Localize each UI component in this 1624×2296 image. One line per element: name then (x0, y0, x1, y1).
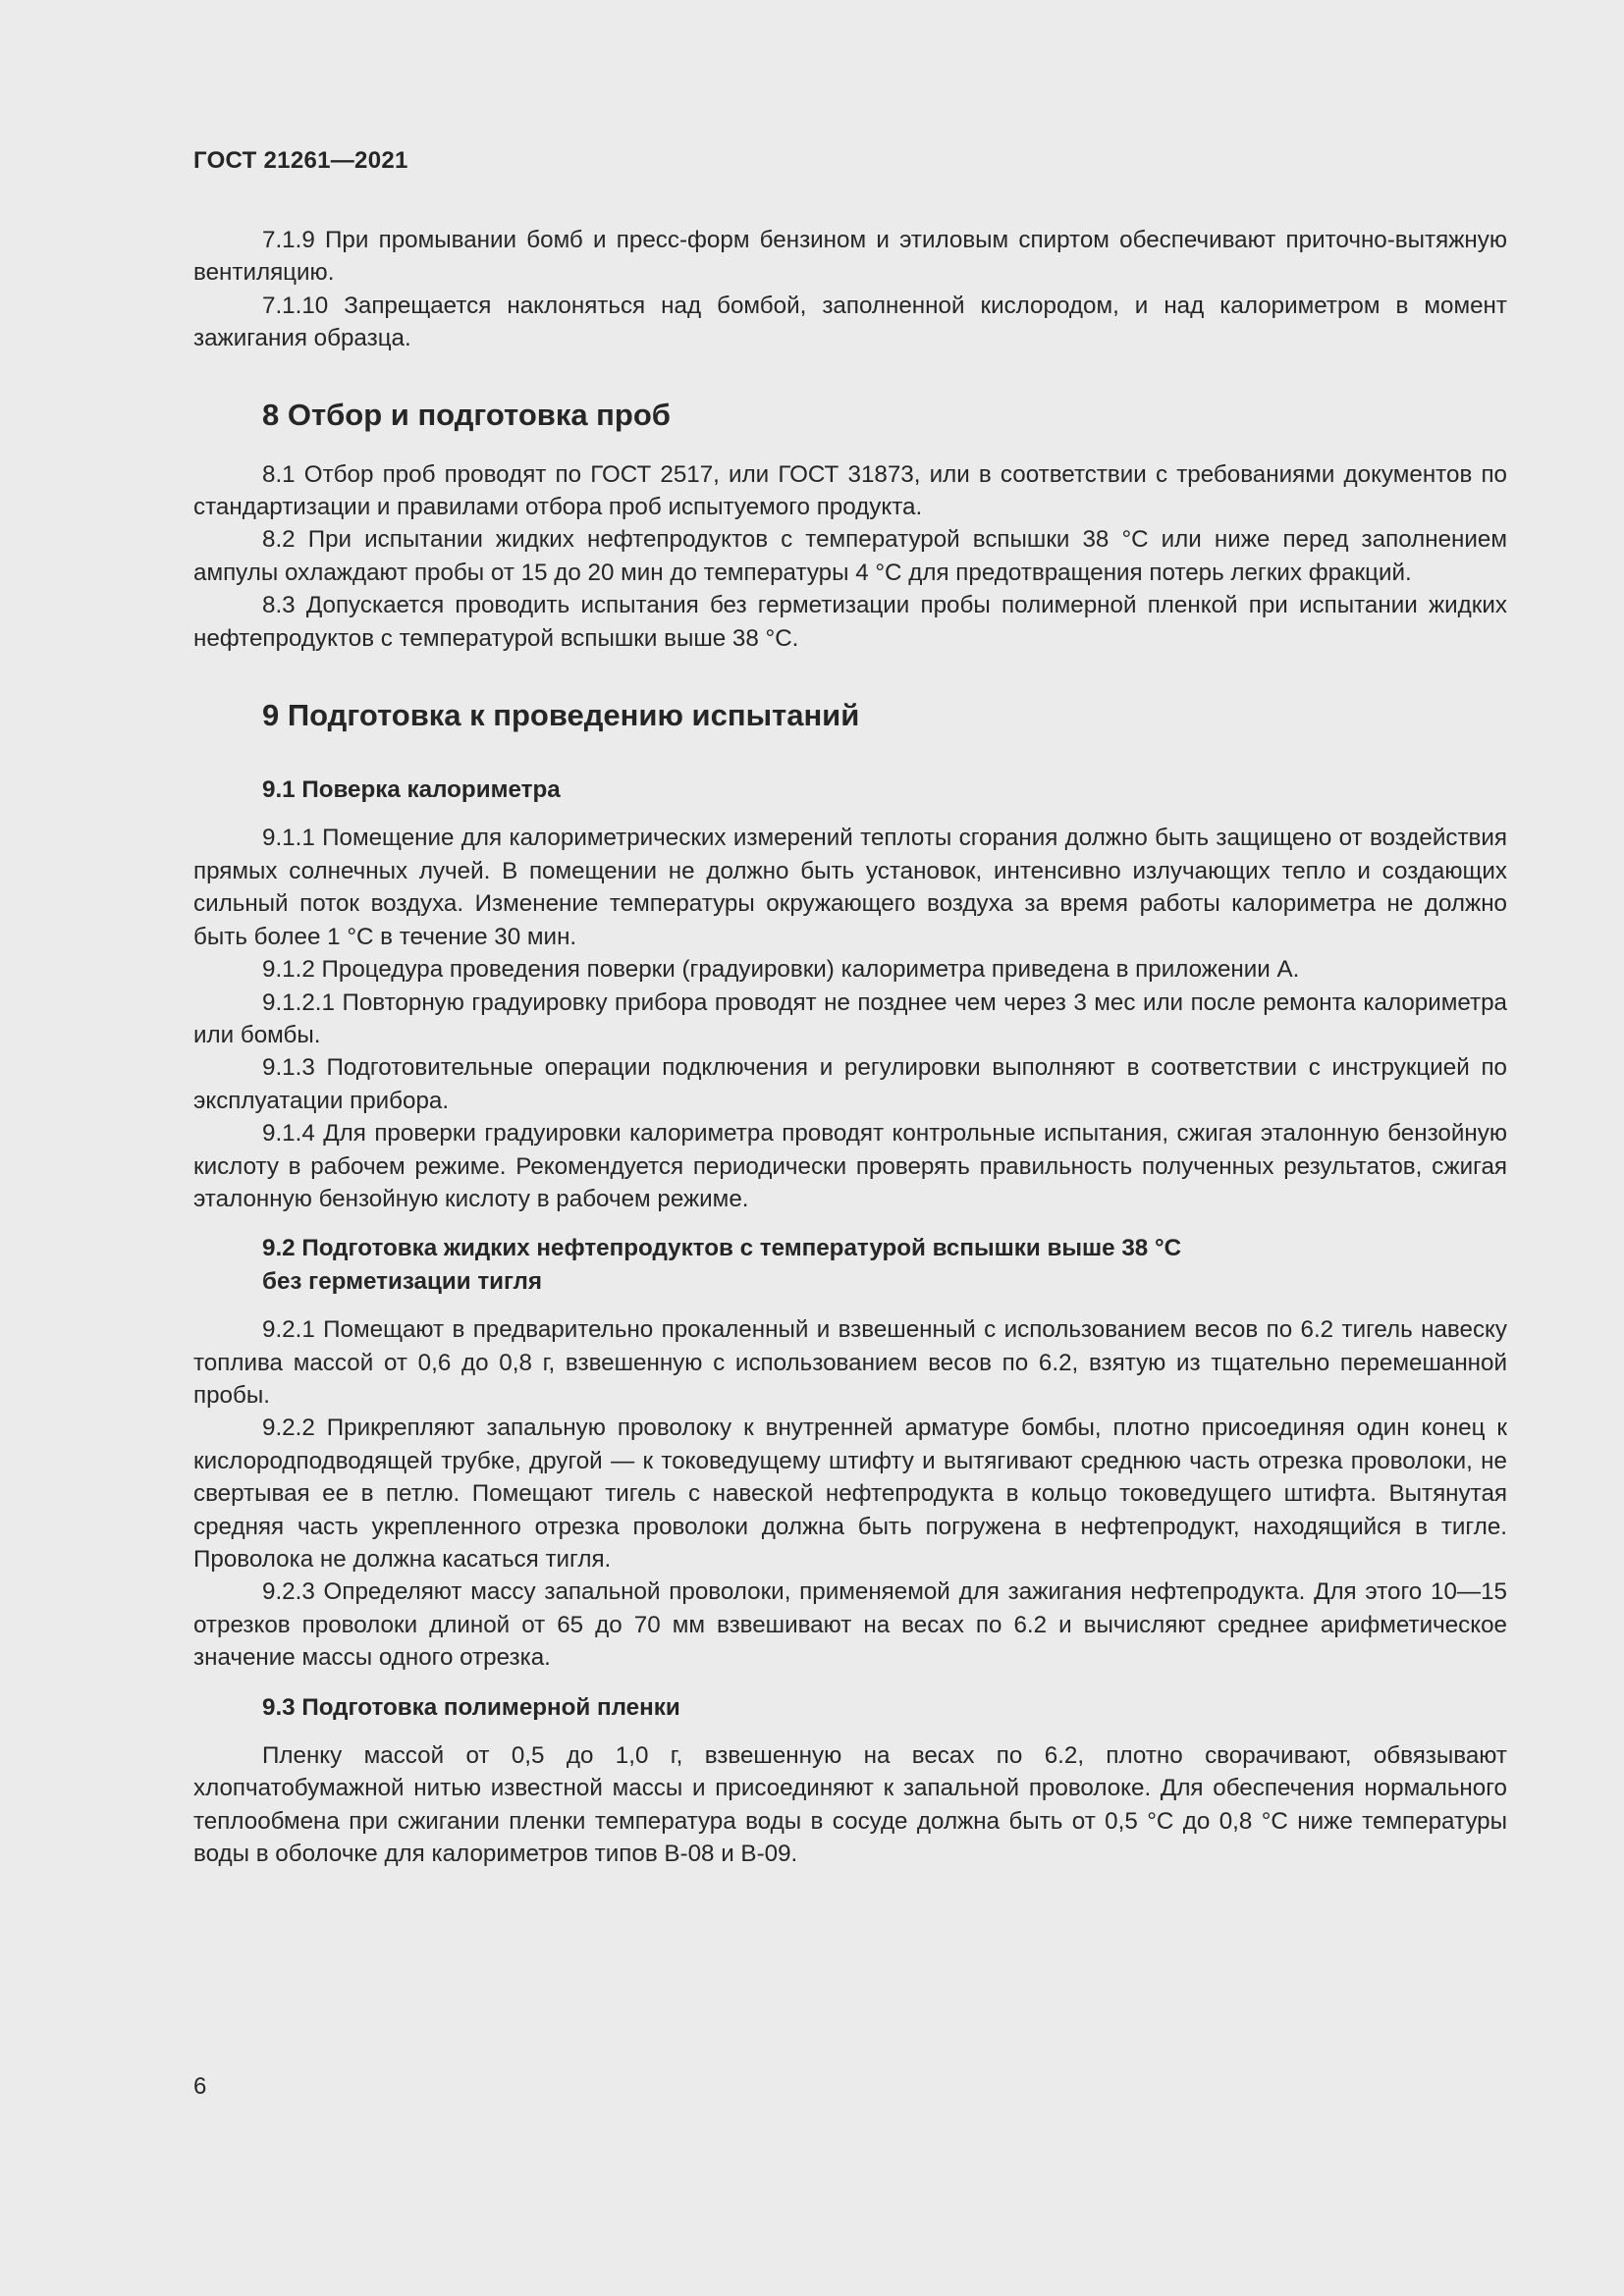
paragraph-8-1: 8.1 Отбор проб проводят по ГОСТ 2517, или ГОСТ 31873, или в соответствии с требованиями документов по стандартизации и правилами отбора проб испытуемого продукта. (193, 460, 1507, 521)
paragraph-8-2: 8.2 При испытании жидких нефтепродуктов с температурой вспышки 38 °С или ниже перед заполнением ампулы охлаждают пробы от 15 до 20 мин до температуры 4 °С для предотвращения потерь легких фракций. (193, 526, 1507, 586)
paragraph-9-2-3: 9.2.3 Определяют массу запальной проволоки, применяемой для зажигания нефтепродукта. Для этого 10—15 отрезков проволоки длиной от 65 до 70 мм взвешивают на весах по 6.2 и вычисляют среднее арифметическое значение массы одного отрезка. (193, 1578, 1507, 1672)
document-header: ГОСТ 21261—2021 (193, 147, 408, 174)
paragraph-8-3: 8.3 Допускается проводить испытания без герметизации пробы полимерной пленкой при испытании жидких нефтепродуктов с температурой вспышки выше 38 °С. (193, 592, 1507, 652)
paragraph-9-1-1: 9.1.1 Помещение для калориметрических измерений теплоты сгорания должно быть защищено от воздействия прямых солнечных лучей. В помещении не должно быть установок, интенсивно излучающих тепло и создающих сильный поток воздуха. Изменение температуры окружающего воздуха за время работы калориметра не должно быть более 1 °С в течение 30 мин. (193, 825, 1507, 950)
subsection-9-2-title-line1: 9.2 Подготовка жидких нефтепродуктов с температурой вспышки выше 38 °С (262, 1235, 1182, 1262)
subsection-9-2-title-line2: без герметизации тигля (262, 1267, 543, 1295)
paragraph-9-3: Пленку массой от 0,5 до 1,0 г, взвешенную на весах по 6.2, плотно сворачивают, обвязывают хлопчатобумажной нитью известной массы и присоединяют к запальной проволоке. Для обеспечения нормального теплообмена при сжигании пленки температура воды в сосуде должна быть от 0,5 °С до 0,8 °С ниже температуры воды в оболочке для калориметров типов В-08 и В-09. (193, 1742, 1507, 1868)
paragraph-9-2-1: 9.2.1 Помещают в предварительно прокаленный и взвешенный с использованием весов по 6.2 тигель навеску топлива массой от 0,6 до 0,8 г, взвешенную с использованием весов по 6.2, взятую из тщательно перемешанной пробы. (193, 1316, 1507, 1409)
paragraph-9-1-3: 9.1.3 Подготовительные операции подключения и регулировки выполняют в соответствии с инструкцией по эксплуатации прибора. (193, 1054, 1507, 1114)
subsection-9-1-title: 9.1 Поверка калориметра (262, 776, 561, 804)
paragraph-9-2-2: 9.2.2 Прикрепляют запальную проволоку к внутренней арматуре бомбы, плотно присоединяя один конец к кислородподводящей трубке, другой — к токоведущему штифту и вытягивают среднюю часть отрезка проволоки, не свертывая ее в петлю. Помещают тигель с навеской нефтепродукта в кольцо токоведущего штифта. Вытянутая средняя часть укрепленного отрезка проволоки должна быть погружена в нефтепродукт, находящийся в тигле. Проволока не должна касаться тигля. (193, 1415, 1507, 1573)
paragraph-9-1-4: 9.1.4 Для проверки градуировки калориметра проводят контрольные испытания, сжигая эталонную бензойную кислоту в рабочем режиме. Рекомендуется периодически проверять правильность полученных результатов, сжигая эталонную бензойную кислоту в рабочем режиме. (193, 1120, 1507, 1212)
section-8-title: 8 Отбор и подготовка проб (262, 397, 671, 432)
paragraph-9-1-2-1: 9.1.2.1 Повторную градуировку прибора проводят не позднее чем через 3 мес или после ремонта калориметра или бомбы. (193, 988, 1507, 1048)
paragraph-7-1-9: 7.1.9 При промывании бомб и пресс-форм бензином и этиловым спиртом обеспечивают приточно-вытяжную вентиляцию. (193, 227, 1507, 287)
document-body (193, 224, 1507, 1871)
paragraph-9-1-2: 9.1.2 Процедура проведения поверки (градуировки) калориметра приведена в приложении А. (262, 956, 1300, 984)
page-number: 6 (193, 2073, 207, 2100)
subsection-9-3-title: 9.3 Подготовка полимерной пленки (262, 1693, 680, 1721)
subsection-9-2-title (193, 1232, 1507, 1298)
paragraph-7-1-10: 7.1.10 Запрещается наклоняться над бомбой, заполненной кислородом, и над калориметром в момент зажигания образца. (193, 292, 1507, 352)
section-9-title: 9 Подготовка к проведению испытаний (262, 698, 860, 733)
